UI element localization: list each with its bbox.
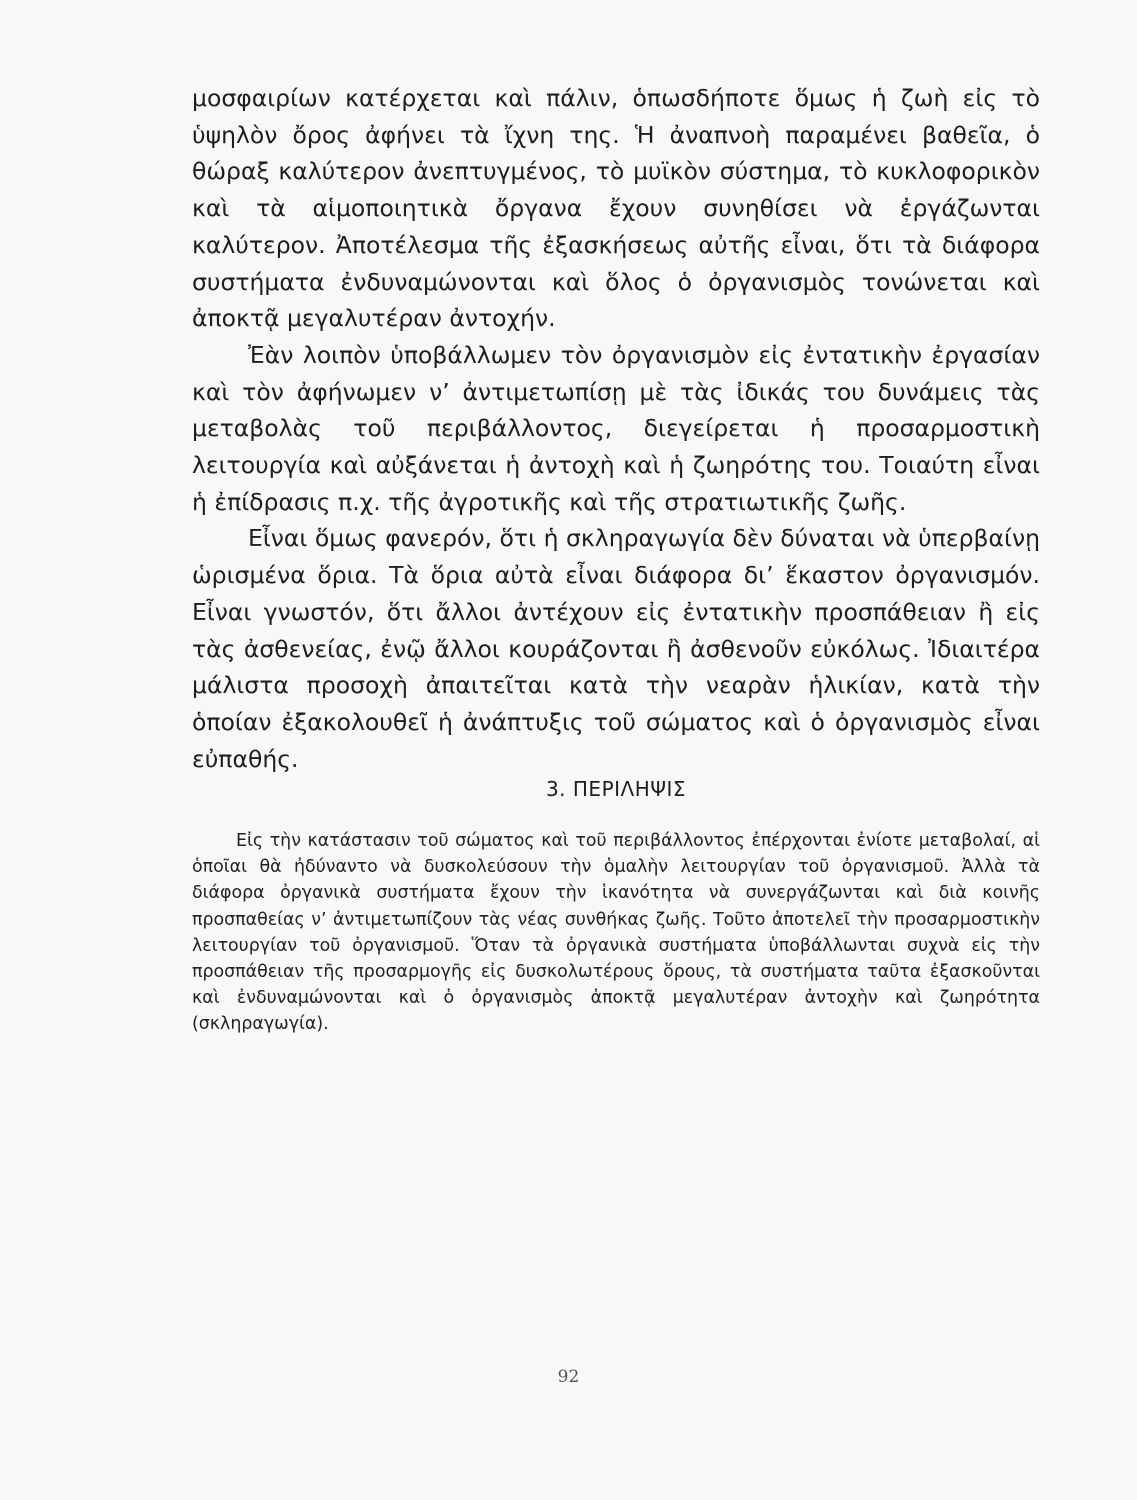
paragraph: Ἐὰν λοιπὸν ὑποβάλλωμεν τὸν ὀργανισμὸν εἰς ἐντατικὴν ἐργασίαν καὶ τὸν ἀφήνωμεν ν’ ἀντιμετωπίσῃ μὲ τὰς ἰδικάς του δυνάμεις τὰς μεταβολὰς τοῦ περιβάλλοντος, διεγείρεται ἡ προσαρμοστικὴ λειτουργία καὶ αὐξάνεται ἡ ἀντοχὴ καὶ ἡ ζωηρότης του. Τοιαύτη εἶναι ἡ ἐπίδρασις π.χ. τῆς ἀγροτικῆς καὶ τῆς στρατιωτικῆς ζωῆς.: [192, 340, 1040, 516]
paragraph-continuation: μοσφαιρίων κατέρχεται καὶ πάλιν, ὁπωσδήποτε ὅμως ἡ ζωὴ εἰς τὸ ὑψηλὸν ὄρος ἀφήνει τὰ ἴχνη της. Ἡ ἀναπνοὴ παραμένει βαθεῖα, ὁ θώραξ καλύτερον ἀνεπτυγμένος, τὸ μυϊκὸν σύστημα, τὸ κυκλοφορικὸν καὶ τὰ αἱμοποιητικὰ ὄργανα ἔχουν συνηθίσει νὰ ἐργάζωνται καλύτερον. Ἀποτέλεσμα τῆς ἐξασκήσεως αὐτῆς εἶναι, ὅτι τὰ διάφορα συστήματα ἐνδυναμώνονται καὶ ὅλος ὁ ὀργανισμὸς τονώνεται καὶ ἀποκτᾷ μεγαλυτέραν ἀντοχήν.: [192, 84, 1040, 333]
summary-text: [192, 828, 1040, 1038]
paragraph: Εἶναι ὅμως φανερόν, ὅτι ἡ σκληραγωγία δὲν δύναται νὰ ὑπερβαίνῃ ὡρισμένα ὅρια. Τὰ ὅρια αὐτὰ εἶναι διάφορα δι’ ἕκαστον ὀργανισμόν. Εἶναι γνωστόν, ὅτι ἄλλοι ἀντέχουν εἰς ἐντατικὴν προσπάθειαν ἢ εἰς τὰς ἀσθενείας, ἐνῷ ἄλλοι κουράζονται ἢ ἀσθενοῦν εὐκόλως. Ἰδιαιτέρα μάλιστα προσοχὴ ἀπαιτεῖται κατὰ τὴν νεαρὰν ἡλικίαν, κατὰ τὴν ὁποίαν ἐξακολουθεῖ ἡ ἀνάπτυξις τοῦ σώματος καὶ ὁ ὀργανισμὸς εἶναι εὐπαθής.: [192, 524, 1040, 773]
main-text: [192, 80, 1040, 777]
summary-paragraph: Εἰς τὴν κατάστασιν τοῦ σώματος καὶ τοῦ περιβάλλοντος ἐπέρχονται ἐνίοτε μεταβολαί, αἱ ὁποῖαι θὰ ἠδύναντο νὰ δυσκολεύσουν τὴν ὁμαλὴν λειτουργίαν τοῦ ὀργανισμοῦ. Ἀλλὰ τὰ διάφορα ὀργανικὰ συστήματα ἔχουν τὴν ἱκανότητα νὰ συνεργάζωνται καὶ διὰ κοινῆς προσπαθείας ν’ ἀντιμετωπίζουν τὰς νέας συνθήκας ζωῆς. Τοῦτο ἀποτελεῖ τὴν προσαρμοστικὴν λειτουργίαν τοῦ ὀργανισμοῦ. Ὅταν τὰ ὀργανικὰ συστήματα ὑποβάλλωνται συχνὰ εἰς τὴν προσπάθειαν τῆς προσαρμογῆς εἰς δυσκολωτέρους ὅρους, τὰ συστήματα ταῦτα ἐξασκοῦνται καὶ ἐνδυναμώνονται καὶ ὁ ὀργανισμὸς ἀποκτᾷ μεγαλυτέραν ἀντοχὴν καὶ ζωηρότητα (σκληραγωγία).: [192, 831, 1040, 1035]
section-heading: 3. ΠΕΡΙΛΗΨΙΣ: [545, 777, 687, 801]
page-number: 92: [557, 1367, 580, 1387]
